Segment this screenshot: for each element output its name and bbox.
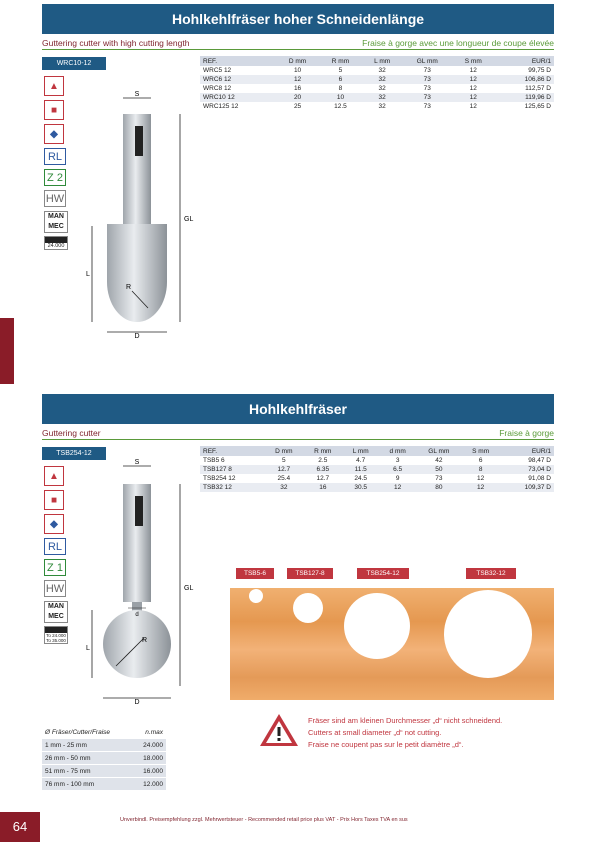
cutter-head: [107, 224, 167, 322]
table-cell: 6: [319, 75, 362, 84]
table-row: [200, 474, 554, 483]
table-cell: 2.5: [318, 457, 328, 464]
table-cell: TSB127 8: [200, 465, 264, 474]
top-section-title: Hohlkehlfräser hoher Schneidenlänge: [42, 4, 554, 34]
rpm-value: 24.000: [47, 243, 65, 249]
warning-fr: Fraise ne coupent pas sur le petit diamètre „d“.: [308, 740, 464, 749]
table-cell: 12: [276, 75, 319, 84]
rpm-icon: [44, 626, 68, 644]
rpm-value-2: To 35.000: [46, 638, 66, 643]
table-cell: 106,86 D: [494, 75, 554, 84]
table-cell: 12: [461, 483, 499, 492]
rpm-value-1: To 24.000: [46, 633, 66, 638]
col-gl: GL mm: [402, 56, 452, 66]
speed-col-nmax: n.max: [133, 726, 166, 739]
profile-icon: ◆: [44, 124, 64, 144]
table-cell: 6.35: [303, 465, 342, 474]
table-cell: 16: [303, 483, 342, 492]
top-cutter-drawing: [80, 86, 200, 346]
ball-head: [103, 610, 171, 678]
table-cell: 73: [402, 75, 452, 84]
col-d-small: d mm: [379, 446, 416, 456]
col-price: EUR/1: [494, 56, 554, 66]
table-cell: 5: [338, 67, 343, 74]
table-header-row: [200, 56, 554, 66]
table-cell: 11.5: [342, 465, 379, 474]
profile-tag-tsb5-6: TSB5-6: [236, 568, 274, 579]
table-cell: WRC6 12: [200, 75, 276, 84]
table-cell: 73: [435, 475, 443, 482]
top-ref-tag: WRC10-12: [42, 57, 106, 70]
table-cell: 3: [395, 457, 400, 464]
table-cell: 73: [423, 67, 431, 74]
table-cell: TSB5 6: [203, 457, 225, 464]
table-cell: 20: [276, 93, 319, 102]
col-r: R mm: [303, 446, 342, 456]
dim-s-label: S: [134, 459, 140, 466]
table-cell: 9: [395, 475, 400, 482]
groove-tsb32-12: [444, 590, 532, 678]
table-cell: 18.000: [133, 752, 166, 765]
table-row: [200, 75, 554, 84]
table-cell: WRC125 12: [203, 103, 239, 110]
table-row: [42, 752, 166, 765]
table-cell: 25: [293, 103, 302, 110]
hw-material-icon: HW: [44, 190, 66, 207]
bottom-ref-tag: TSB254-12: [42, 447, 106, 460]
table-cell: 8: [461, 465, 499, 474]
profile-icon: ◆: [44, 514, 64, 534]
table-cell: 32: [264, 483, 303, 492]
table-cell: 51 mm - 75 mm: [42, 765, 133, 778]
table-row: [42, 765, 166, 778]
table-cell: 80: [416, 483, 461, 492]
table-row: [200, 102, 554, 111]
man-mec-icon: [44, 211, 68, 233]
table-row: [42, 778, 166, 791]
top-spec-table: [200, 56, 554, 111]
teeth-count-icon: Z 1: [44, 559, 66, 576]
warning-en: Cutters at small diameter „d“ not cutting.: [308, 728, 442, 737]
col-s: S mm: [452, 56, 494, 66]
dim-l-label: L: [86, 645, 90, 652]
mec-label: MEC: [48, 223, 64, 230]
table-cell: 8: [338, 85, 343, 92]
bottom-spec-table: [200, 446, 554, 492]
table-row: [200, 483, 554, 492]
speed-col-diameter: Ø Fräser/Cutter/Fraise: [42, 726, 133, 739]
table-row: [200, 84, 554, 93]
bottom-subtitle-fr: Fraise à gorge: [499, 428, 554, 438]
table-cell: 12: [469, 85, 477, 92]
table-row: [200, 93, 554, 102]
wood-profile-illustration: [230, 560, 554, 700]
table-cell: 12.7: [316, 475, 330, 482]
top-subtitle-fr: Fraise à gorge avec une longueur de coupe élevée: [362, 38, 554, 48]
table-cell: 99,75 D: [528, 67, 551, 74]
bottom-cutter-drawing: [80, 458, 200, 708]
teeth-count-icon: Z 2: [44, 169, 66, 186]
safety-icon: ▲: [44, 466, 64, 486]
col-d: D mm: [276, 56, 319, 66]
table-cell: 32: [378, 103, 386, 110]
table-cell: 112,57 D: [525, 85, 551, 92]
machine-icon: ■: [44, 100, 64, 120]
table-cell: 6: [478, 457, 483, 464]
dim-r-label: R: [142, 637, 148, 644]
dim-d-small-label: d: [135, 612, 139, 618]
table-cell: 4.7: [356, 457, 366, 464]
table-cell: 10: [293, 67, 302, 74]
warning-icon: [258, 712, 300, 748]
groove-tsb5-6: [249, 589, 263, 603]
table-row: [200, 456, 554, 465]
bottom-section-title: Hohlkehlfräser: [42, 394, 554, 424]
table-cell: 32: [362, 75, 402, 84]
table-cell: 32: [362, 93, 402, 102]
table-cell: 26 mm - 50 mm: [42, 752, 133, 765]
table-cell: 12.5: [334, 103, 347, 110]
footer-price-note: Unverbindl. Preisempfehlung zzgl. Mehrwertsteuer - Recommended retail price plus VAT - Prix Hors Taxes TVA en sus: [120, 817, 408, 823]
mec-label: MEC: [48, 613, 64, 620]
table-cell: 119,96 D: [494, 93, 554, 102]
table-cell: 16: [293, 85, 302, 92]
table-cell: 12: [477, 475, 485, 482]
table-cell: 12.000: [133, 778, 166, 791]
man-label: MAN: [48, 603, 64, 610]
table-cell: 30.5: [342, 483, 379, 492]
groove-tsb127-8: [293, 593, 323, 623]
table-cell: 76 mm - 100 mm: [42, 778, 133, 791]
table-cell: 5: [282, 457, 286, 464]
table-cell: WRC10 12: [200, 93, 276, 102]
rpm-icon: [44, 236, 68, 250]
dim-d-label: D: [134, 333, 140, 340]
cutter-slot: [135, 126, 143, 156]
man-mec-icon: [44, 601, 68, 623]
bottom-subtitle-en: Guttering cutter: [42, 428, 101, 438]
speed-table-header: [42, 726, 166, 739]
table-header-row: [200, 446, 554, 456]
table-cell: 109,37 D: [500, 483, 554, 492]
dim-l-label: L: [86, 271, 90, 278]
table-cell: 6.5: [379, 465, 416, 474]
table-cell: WRC5 12: [203, 67, 232, 74]
rotation-rl-icon: RL: [44, 538, 66, 555]
table-row: [200, 66, 554, 75]
table-cell: 32: [378, 85, 386, 92]
table-cell: 73: [402, 93, 452, 102]
table-cell: 32: [378, 67, 386, 74]
table-cell: 24.5: [354, 475, 368, 482]
table-cell: WRC8 12: [203, 85, 232, 92]
col-gl: GL mm: [416, 446, 461, 456]
profile-tag-tsb127-8: TSB127-8: [287, 568, 333, 579]
groove-tsb254-12: [344, 593, 410, 659]
table-cell: 1 mm - 25 mm: [42, 739, 133, 752]
table-row: [200, 465, 554, 474]
dim-gl-label: GL: [184, 216, 194, 223]
col-s: S mm: [461, 446, 499, 456]
warning-de: Fräser sind am kleinen Durchmesser „d“ nicht schneidend.: [308, 716, 503, 725]
profile-tag-tsb254-12: TSB254-12: [357, 568, 409, 579]
dim-r-label: R: [126, 284, 132, 291]
col-ref: REF.: [200, 56, 276, 66]
table-cell: 12: [452, 93, 494, 102]
machine-icon: ■: [44, 490, 64, 510]
table-cell: TSB32 12: [200, 483, 264, 492]
page-number: 64: [0, 812, 40, 842]
top-icon-column: [44, 76, 66, 250]
col-r: R mm: [319, 56, 362, 66]
safety-icon: ▲: [44, 76, 64, 96]
speed-table: [42, 726, 166, 791]
chapter-strip: [0, 318, 14, 384]
bottom-icon-column: [44, 466, 66, 644]
man-label: MAN: [48, 213, 64, 220]
rotation-rl-icon: RL: [44, 148, 66, 165]
top-divider: [42, 49, 554, 50]
table-cell: 12: [469, 67, 477, 74]
table-cell: 73: [423, 85, 431, 92]
table-cell: 91,08 D: [528, 475, 551, 482]
table-cell: 73: [423, 103, 431, 110]
profile-tag-tsb32-12: TSB32-12: [466, 568, 516, 579]
table-cell: 10: [319, 93, 362, 102]
table-cell: 125,65 D: [524, 103, 551, 110]
warning-text: [308, 715, 502, 751]
table-cell: 42: [435, 457, 443, 464]
col-l: L mm: [362, 56, 402, 66]
table-cell: 16.000: [133, 765, 166, 778]
table-cell: 50: [416, 465, 461, 474]
dim-gl-label: GL: [184, 585, 194, 592]
col-l: L mm: [342, 446, 379, 456]
table-cell: 25.4: [277, 475, 291, 482]
dim-d-label: D: [134, 699, 140, 706]
table-cell: 24.000: [133, 739, 166, 752]
cutter-slot: [135, 496, 143, 526]
table-cell: 12: [379, 483, 416, 492]
top-subtitle-en: Guttering cutter with high cutting length: [42, 38, 190, 48]
hw-material-icon: HW: [44, 580, 66, 597]
table-cell: 73,04 D: [500, 465, 554, 474]
table-cell: TSB254 12: [203, 475, 236, 482]
dim-s-label: S: [134, 91, 140, 98]
col-ref: REF.: [200, 446, 264, 456]
table-cell: 98,47 D: [528, 457, 551, 464]
col-price: EUR/1: [500, 446, 554, 456]
table-cell: 12.7: [264, 465, 303, 474]
col-d: D mm: [264, 446, 303, 456]
table-cell: 12: [452, 75, 494, 84]
table-row: [42, 739, 166, 752]
bottom-divider: [42, 439, 554, 440]
table-cell: 12: [469, 103, 477, 110]
